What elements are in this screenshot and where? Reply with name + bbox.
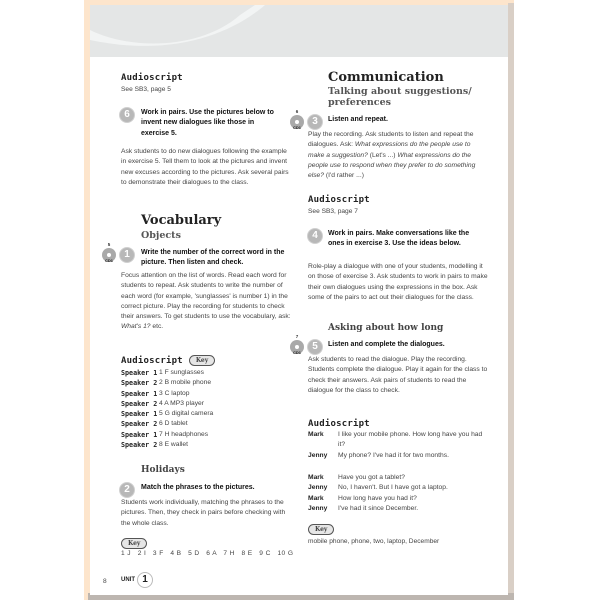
exercise-3-body <box>308 130 488 181</box>
dialogue-text: I like your mobile phone. How long have you had it? <box>338 431 483 449</box>
speaker-row <box>121 430 213 440</box>
dialogue-text: My phone? I've had it for two months. <box>338 451 449 459</box>
exercise-4-instruction: Work in pairs. Make conversations like the ones in exercise 3. Use the ideas below. <box>328 230 470 248</box>
exercise-number-4: 4 <box>307 228 323 244</box>
dialogue-speaker: Mark <box>308 474 324 481</box>
speaker-name: Speaker 2 <box>121 441 158 450</box>
exercise-1-instruction: Write the number of the correct word in the picture. Then listen and check. <box>141 249 285 267</box>
speaker-row <box>121 368 213 378</box>
exercise-6-instruction: Work in pairs. Use the pictures below to invent new dialogues like those in exercise 5. <box>141 109 274 137</box>
section-title-holidays: Holidays <box>141 465 185 475</box>
exercise-3-body-italic: What expressions do the people use to make a suggestion? <box>308 141 471 159</box>
speaker-answer: 5 G digital camera <box>159 410 214 418</box>
cd-track-number: 6 <box>295 109 299 114</box>
exercise-6-body: Ask students to do new dialogues following the example in exercise 5. Tell them to look at the pictures and invent new excuses according to the pictures. Ask several pairs to demonstrate their dialogues to the class. <box>121 148 289 186</box>
exercise-3-body-text: Play the recording. Ask students to listen and repeat the dialogues. Ask: <box>308 131 474 149</box>
audioscript-heading: Audioscript <box>121 73 183 83</box>
speaker-answer: 1 F sunglasses <box>159 369 204 376</box>
section-title-vocabulary: Vocabulary <box>141 213 222 228</box>
document-page <box>90 5 508 595</box>
speaker-name: Speaker 1 <box>121 369 158 377</box>
exercise-2-key-answers: 1 J 2 I 3 F 4 B 5 D 6 A 7 H 8 E 9 C 10 G <box>121 550 294 557</box>
speaker-answer: 2 B mobile phone <box>159 379 212 387</box>
dialogue-line <box>308 504 483 514</box>
speaker-answer: 4 A MP3 player <box>159 399 204 407</box>
exercise-4-body: Role-play a dialogue with one of your students, modelling it on those of exercise 3. Ask students to work in pairs to make their own dialogues using the expressions in the box. Ask some of the pairs to act out their dialogues for the class. <box>308 263 488 301</box>
unit-label <box>121 572 153 588</box>
exercise-number-6: 6 <box>119 107 135 123</box>
section-title-asking-how-long: Asking about how long <box>328 323 444 333</box>
audioscript-ref: See SB3, page 7 <box>308 208 358 215</box>
exercise-number-1: 1 <box>119 247 135 263</box>
cd-label: CD1 <box>104 258 113 263</box>
speaker-answer: 6 D tablet <box>159 420 188 428</box>
dialogue-line <box>308 473 483 483</box>
cd-label: CD1 <box>292 125 301 130</box>
exercise-1-body-end: etc. <box>150 323 164 331</box>
page-shadow-right <box>508 3 514 595</box>
header-swoosh <box>90 5 508 57</box>
page-number: 8 <box>103 578 107 585</box>
exercise-3-body-text: (Let's ...) <box>367 151 398 159</box>
dialogue-line <box>308 451 483 461</box>
section-subtitle-suggestions: Talking about suggestions/ preferences <box>328 86 472 108</box>
section-subtitle-objects: Objects <box>141 230 181 241</box>
speaker-name: Speaker 2 <box>121 399 158 408</box>
cd-track-number: 7 <box>295 334 299 339</box>
exercise-number-2: 2 <box>119 482 135 498</box>
exercise-1-body <box>121 271 291 333</box>
dialogue-speaker: Mark <box>308 494 324 502</box>
speaker-name: Speaker 1 <box>121 410 158 419</box>
dialogue-speaker: Jenny <box>308 451 328 459</box>
dialogue-2 <box>308 473 483 514</box>
header-band <box>90 5 508 57</box>
speaker-answer: 7 H headphones <box>159 430 209 438</box>
dialogue-speaker: Mark <box>308 431 324 438</box>
speaker-name: Speaker 2 <box>121 379 158 388</box>
key-badge: Key <box>189 355 215 366</box>
exercise-3-body-text: (I'd rather ...) <box>324 172 364 180</box>
unit-text: UNIT <box>121 577 135 583</box>
dialogue-line <box>308 483 483 493</box>
exercise-5-instruction: Listen and complete the dialogues. <box>328 341 445 348</box>
key-badge: Key <box>121 538 147 549</box>
cd-track-icon <box>290 109 304 130</box>
speaker-name: Speaker 1 <box>121 389 158 398</box>
dialogue-text: I've had it since December. <box>338 504 419 512</box>
audioscript-heading: Audioscript <box>121 355 183 366</box>
speaker-name: Speaker 2 <box>121 420 158 429</box>
exercise-3-instruction: Listen and repeat. <box>328 116 388 123</box>
audioscript-heading: Audioscript <box>308 419 370 429</box>
cd-track-icon <box>290 334 304 355</box>
dialogue-text: How long have you had it? <box>338 494 417 502</box>
exercise-3-body-italic: What expressions do the people use to respond when they prefer to do something else? <box>308 151 476 180</box>
speaker-row <box>121 399 213 409</box>
audioscript-key-heading <box>121 355 215 366</box>
exercise-2-body: Students work individually, matching the phrases to the pictures. Then, they check in pairs before checking with the whole class. <box>121 499 286 527</box>
cd-label: CD1 <box>292 350 301 355</box>
key-badge: Key <box>308 524 334 535</box>
dialogue-text: No, I haven't. But I have got a laptop. <box>338 484 448 492</box>
dialogue-speaker: Jenny <box>308 484 328 492</box>
unit-number: 1 <box>137 572 153 588</box>
dialogue-speaker: Jenny <box>308 504 328 512</box>
exercise-5-key-answers: mobile phone, phone, two, laptop, December <box>308 538 440 545</box>
dialogue-line <box>308 430 483 451</box>
exercise-1-body-italic: What's 1? <box>121 323 151 331</box>
section-title-communication: Communication <box>328 70 444 85</box>
exercise-5-body: Ask students to read the dialogue. Play the recording. Students complete the dialogue. Play it again for the class to check their answers. Ask pairs of students to read the dialogue for the class to check. <box>308 356 488 394</box>
speaker-row <box>121 389 213 399</box>
dialogue-line <box>308 494 483 504</box>
exercise-2-instruction: Match the phrases to the pictures. <box>141 484 255 491</box>
dialogue-1 <box>308 430 483 461</box>
cd-track-icon <box>102 242 116 263</box>
speaker-list <box>121 368 213 450</box>
speaker-row <box>121 440 213 450</box>
speaker-answer: 3 C laptop <box>159 389 190 397</box>
speaker-name: Speaker 1 <box>121 430 158 439</box>
exercise-number-5: 5 <box>307 339 323 355</box>
speaker-row <box>121 378 213 388</box>
speaker-row <box>121 409 213 419</box>
exercise-1-body-text: Focus attention on the list of words. Read each word for students to repeat. Ask students to write the number of each word (for example, 'sunglasses' is number 1) in the correct picture. Play the recording for students to check their answers. To get students to use the vocabulary, ask: <box>121 272 291 321</box>
exercise-number-3: 3 <box>307 114 323 130</box>
speaker-answer: 8 E wallet <box>159 441 188 449</box>
cd-track-number: 5 <box>107 242 111 247</box>
audioscript-ref: See SB3, page 5 <box>121 86 171 93</box>
dialogue-text: Have you got a tablet? <box>338 474 405 481</box>
audioscript-heading: Audioscript <box>308 195 370 205</box>
speaker-row <box>121 419 213 429</box>
